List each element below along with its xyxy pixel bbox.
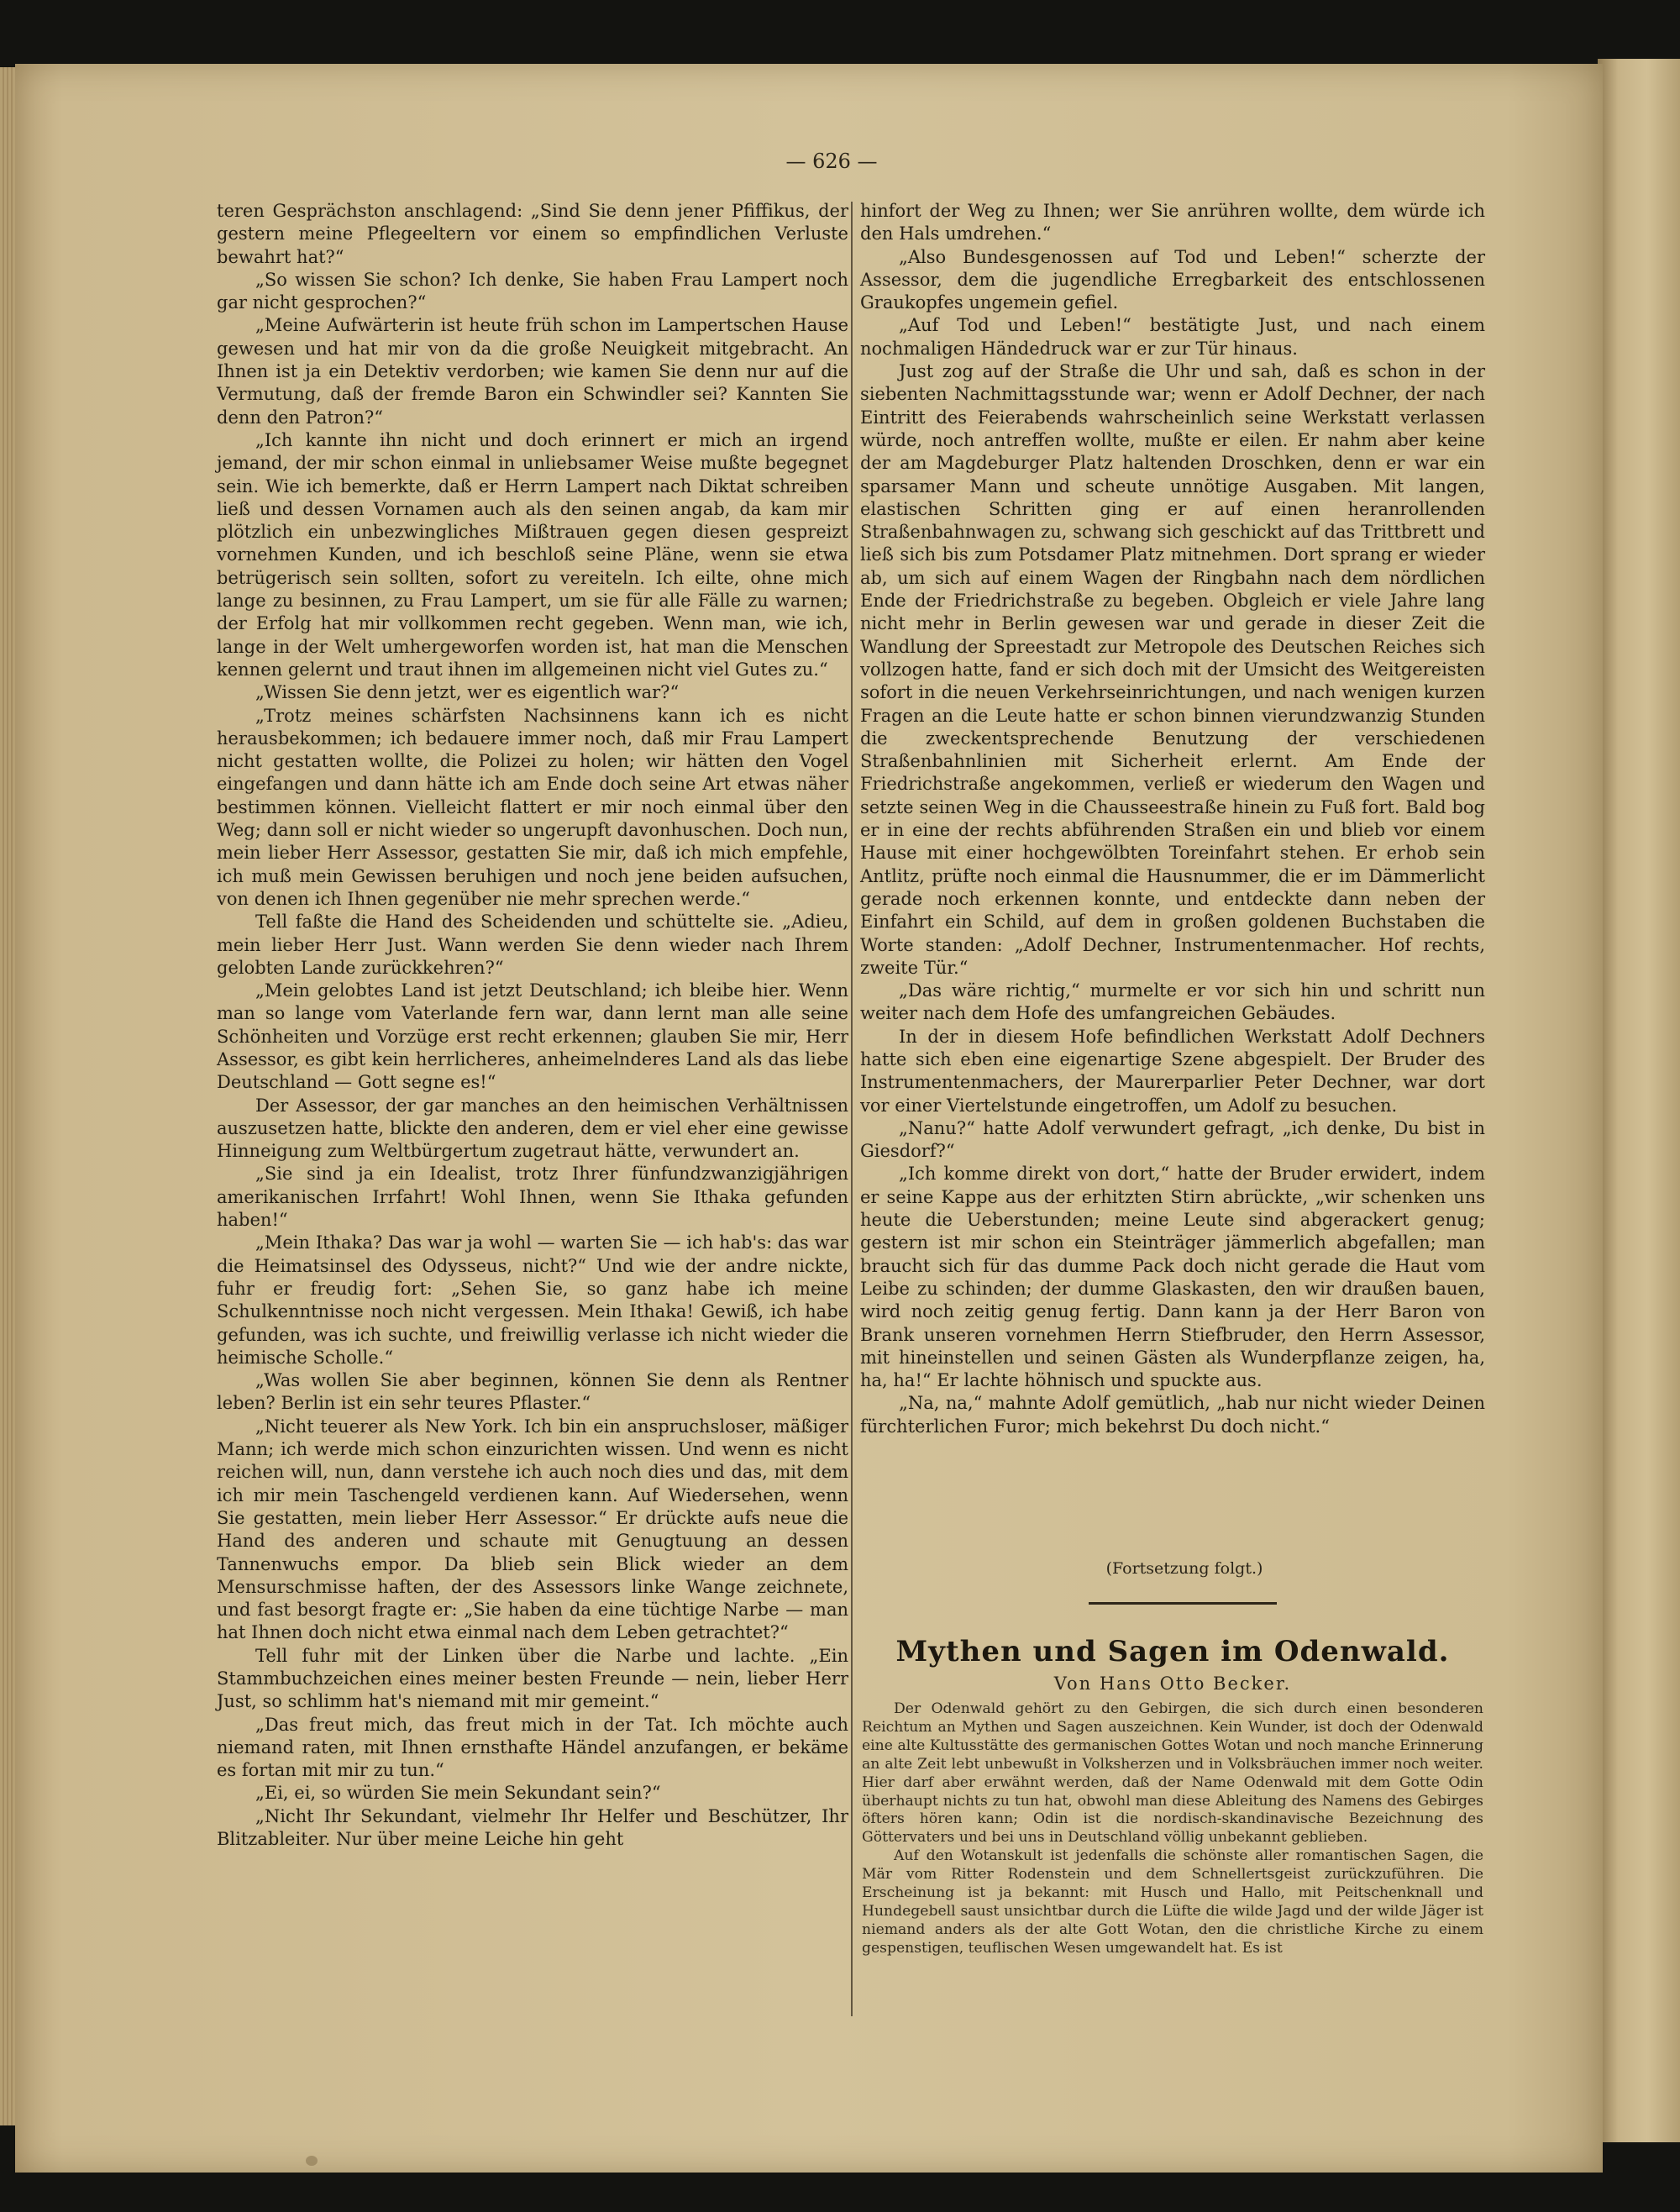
paragraph: „So wissen Sie schon? Ich denke, Sie haben Frau Lampert noch gar nicht gesprochen?“ <box>217 269 848 313</box>
paragraph: teren Gesprächston anschlagend: „Sind Sie denn jener Pfiffikus, der gestern meine Pflegeeltern vor einem so empfindlichen Verluste bewahrt hat?“ <box>217 201 848 267</box>
paragraph: „Das freut mich, das freut mich in der Tat. Ich möchte auch niemand raten, mit Ihnen ernsthafte Händel anzufangen, er bekäme es fortan mit mir zu tun.“ <box>217 1714 848 1781</box>
paragraph: hinfort der Weg zu Ihnen; wer Sie anrühren wollte, dem würde ich den Hals umdrehen.“ <box>860 201 1485 244</box>
paragraph: Tell faßte die Hand des Scheidenden und schüttelte sie. „Adieu, mein lieber Herr Just. Wann werden Sie denn wieder nach Ihrem gelobten Lande zurückkehren?“ <box>217 912 848 978</box>
article-body <box>862 1700 1483 1958</box>
paragraph: „Also Bundesgenossen auf Tod und Leben!“ scherzte der Assessor, dem die jugendliche Erregbarkeit des entschlossenen Graukopfes ungemein gefiel. <box>860 246 1485 313</box>
page-number: — 626 — <box>785 150 878 173</box>
book-page-stack-right <box>1598 59 1680 2142</box>
paper-stain <box>306 2156 318 2166</box>
article-paragraph: Auf den Wotanskult ist jedenfalls die schönste aller romantischen Sagen, die Mär vom Ritter Rodenstein und dem Schnellertsgeist zurückzuführen. Die Erscheinung ist ja bekannt: mit Husch und Hallo, mit Peitschenknall und Hundegebell saust unsichtbar durch die Lüfte die wilde Jagd und der wilde Jäger ist niemand anders als der alte Gott Wotan, den die christliche Kirche zu einem gespenstigen, teuflischen Wesen umgewandelt hat. Es ist <box>862 1847 1483 1957</box>
paragraph: „Ich kannte ihn nicht und doch erinnert er mich an irgend jemand, der mir schon einmal in unliebsamer Weise mußte begegnet sein. Wie ich bemerkte, daß er Herrn Lampert nach Diktat schreiben ließ und dessen Vornamen auch als den seinen angab, da kam mir plötzlich ein unbezwingliches Mißtrauen gegen diesen gespreizt vornehmen Kunden, und ich beschloß seine Pläne, wenn sie etwa betrügerisch sein sollten, sofort zu vereiteln. Ich eilte, ohne mich lange zu besinnen, zu Frau Lampert, um sie für alle Fälle zu warnen; der Erfolg hat mir vollkommen recht gegeben. Wenn man, wie ich, lange in der Welt umhergeworfen worden ist, hat man die Menschen kennen gelernt und traut ihnen im allgemeinen nicht viel Gutes zu.“ <box>217 429 848 680</box>
paragraph: „Ich komme direkt von dort,“ hatte der Bruder erwidert, indem er seine Kappe aus der erhitzten Stirn abrückte, „wir schenken uns heute die Ueberstunden; meine Leute sind abgerackert genug; gestern ist mir schon ein Steinträger jämmerlich abgefallen; man braucht sich für das dumme Pack doch nicht gerade die Haut vom Leibe zu schinden; der dumme Glaskasten, den wir draußen bauen, wird noch zeitig genug fertig. Dann kann ja der Herr Baron von Brank unseren vornehmen Herrn Stiefbruder, den Herrn Assessor, mit hineinstellen und seinen Gästen als Wunderpflanze zeigen, ha, ha, ha!“ Er lachte höhnisch und spuckte aus. <box>860 1164 1485 1391</box>
right-text-column <box>860 200 1485 1438</box>
left-text-column <box>217 200 848 1851</box>
paragraph: Der Assessor, der gar manches an den heimischen Verhältnissen auszusetzen hatte, blickte den anderen, dem er viel eher eine gewisse Hinneigung zum Weltbürgertum zugetraut hätte, verwundert an. <box>217 1095 848 1162</box>
article-title: Mythen und Sagen im Odenwald. <box>895 1635 1450 1668</box>
paragraph: „Nanu?“ hatte Adolf verwundert gefragt, „ich denke, Du bist in Giesdorf?“ <box>860 1117 1485 1162</box>
paragraph: „Sie sind ja ein Idealist, trotz Ihrer fünfundzwanzigjährigen amerikanischen Irrfahrt! Wohl Ihnen, wenn Sie Ithaka gefunden haben!“ <box>217 1164 848 1231</box>
paragraph: „Das wäre richtig,“ murmelte er vor sich hin und schritt nun weiter nach dem Hofe des umfangreichen Gebäudes. <box>860 980 1485 1024</box>
paragraph: „Trotz meines schärfsten Nachsinnens kann ich es nicht herausbekommen; ich bedauere immer noch, daß mir Frau Lampert nicht gestatten wollte, die Polizei zu holen; wir hätten den Vogel eingefangen und dann hätte ich am Ende doch seine Art etwas näher bestimmen können. Vielleicht flattert er mir noch einmal über den Weg; dann soll er nicht wieder so ungerupft davonhuschen. Doch nun, mein lieber Herr Assessor, gestatten Sie mir, daß ich mich empfehle, ich muß mein Gewissen beruhigen und noch jene beiden aufsuchen, von denen ich Ihnen gegenüber nie mehr sprechen werde.“ <box>217 705 848 909</box>
paragraph: Tell fuhr mit der Linken über die Narbe und lachte. „Ein Stammbuchzeichen eines meiner besten Freunde — nein, lieber Herr Just, so schlimm hat's niemand mit mir gemeint.“ <box>217 1645 848 1712</box>
article-separator <box>1089 1602 1277 1605</box>
paragraph: „Nicht teuerer als New York. Ich bin ein anspruchsloser, mäßiger Mann; ich werde mich schon einzurichten wissen. Und wenn es nicht reichen will, nun, dann verstehe ich auch noch dies und das, mit dem ich mir mein Taschengeld verdienen kann. Auf Wiedersehen, wenn Sie gestatten, mein lieber Herr Assessor.“ Er drückte aufs neue die Hand des anderen und schaute mit Genugtuung an dessen Tannenwuchs empor. Da blieb sein Blick wieder an dem Mensurschmisse haften, der des Assessors linke Wange zeichnete, und fast besorgt fragte er: „Sie haben da eine tüchtige Narbe — man hat Ihnen doch nicht etwa einmal nach dem Leben getrachtet?“ <box>217 1416 848 1643</box>
paragraph: „Mein gelobtes Land ist jetzt Deutschland; ich bleibe hier. Wenn man so lange vom Vaterlande fern war, dann lernt man alle seine Schönheiten und Vorzüge erst recht erkennen; glauben Sie mir, Herr Assessor, es gibt kein herrlicheres, anheimelnderes Land als das liebe Deutschland — Gott segne es!“ <box>217 980 848 1093</box>
paragraph: „Meine Aufwärterin ist heute früh schon im Lampertschen Hause gewesen und hat mir von da die große Neuigkeit mitgebracht. An Ihnen ist ja ein Detektiv verdorben; wie kamen Sie denn nur auf die Vermutung, daß der fremde Baron ein Schwindler sei? Kannten Sie denn den Patron?“ <box>217 315 848 428</box>
paragraph: „Auf Tod und Leben!“ bestätigte Just, und nach einem nochmaligen Händedruck war er zur Tür hinaus. <box>860 315 1485 359</box>
article-byline: Von Hans Otto Becker. <box>1053 1673 1292 1694</box>
paragraph: „Mein Ithaka? Das war ja wohl — warten Sie — ich hab's: das war die Heimatsinsel des Odysseus, nicht?“ Und wie der andre nickte, fuhr er freudig fort: „Sehen Sie, so ganz habe ich meine Schulkenntnisse noch nicht vergessen. Mein Ithaka! Gewiß, ich habe gefunden, was ich suchte, und freiwillig verlasse ich nicht wieder die heimische Scholle.“ <box>217 1232 848 1368</box>
column-divider <box>851 202 853 2016</box>
paragraph: „Na, na,“ mahnte Adolf gemütlich, „hab nur nicht wieder Deinen fürchterlichen Furor; mich bekehrst Du doch nicht.“ <box>860 1393 1485 1437</box>
article-paragraph: Der Odenwald gehört zu den Gebirgen, die sich durch einen besonderen Reichtum an Mythen und Sagen auszeichnen. Kein Wunder, ist doch der Odenwald eine alte Kultusstätte des germanischen Gottes Wotan und noch manche Erinnerung an alte Zeit lebt unbewußt in Volksherzen und in Volksbräuchen immer noch weiter. Hier darf aber erwähnt werden, daß der Name Odenwald mit dem Gotte Odin überhaupt nichts zu tun hat, obwohl man diese Ableitung des Namens des Gebirges öfters hören kann; Odin ist die nordisch-skandinavische Bezeichnung des Göttervaters und bei uns in Deutschland völlig unbekannt geblieben. <box>862 1700 1483 1847</box>
paragraph: „Was wollen Sie aber beginnen, können Sie denn als Rentner leben? Berlin ist ein sehr teures Pflaster.“ <box>217 1370 848 1414</box>
paragraph: In der in diesem Hofe befindlichen Werkstatt Adolf Dechners hatte sich eben eine eigenartige Szene abgespielt. Der Bruder des Instrumentenmachers, der Maurerparlier Peter Dechner, war dort vor einer Viertelstunde eingetroffen, um Adolf zu besuchen. <box>860 1026 1485 1116</box>
continuation-note: (Fortsetzung folgt.) <box>1105 1559 1263 1578</box>
paragraph: „Nicht Ihr Sekundant, vielmehr Ihr Helfer und Beschützer, Ihr Blitzableiter. Nur über meine Leiche hin geht <box>217 1805 848 1850</box>
paragraph: „Ei, ei, so würden Sie mein Sekundant sein?“ <box>255 1783 661 1804</box>
paragraph: Just zog auf der Straße die Uhr und sah, daß es schon in der siebenten Nachmittagsstunde war; wenn er Adolf Dechner, der nach Eintritt des Feierabends wahrscheinlich seine Werkstatt verlassen würde, noch antreffen wollte, mußte er eilen. Er nahm aber keine der am Magdeburger Platz haltenden Droschken, denn er war ein sparsamer Mann und scheute unnötige Ausgaben. Mit langen, elastischen Schritten ging er auf einen heranrollenden Straßenbahnwagen zu, schwang sich geschickt auf das Trittbrett und ließ sich bis zum Potsdamer Platz mitnehmen. Dort sprang er wieder ab, um sich auf einem Wagen der Ringbahn nach dem nördlichen Ende der Friedrichstraße zu begeben. Obgleich er viele Jahre lang nicht mehr in Berlin gewesen war und gerade in dieser Zeit die Wandlung der Spreestadt zur Metropole des Deutschen Reiches sich vollzogen hatte, fand er sich doch mit der Umsicht des Weitgereisten sofort in die neuen Verkehrseinrichtungen, und nach wenigen kurzen Fragen an die Leute hatte er schon binnen vierundzwanzig Stunden die zweckentsprechende Benutzung der verschiedenen Straßenbahnlinien mit Sicherheit erlernt. Am Ende der Friedrichstraße angekommen, verließ er wiederum den Wagen und setzte seinen Weg in die Chausseestraße hinein zu Fuß fort. Bald bog er in eine der rechts abführenden Straßen ein und blieb vor einem Hause mit einer hochgewölbten Toreinfahrt stehen. Er erhob sein Antlitz, prüfte noch einmal die Hausnummer, die er im Dämmerlicht gerade noch erkennen konnte, und entdeckte dann neben der Einfahrt ein Schild, auf dem in großen goldenen Buchstaben die Worte standen: „Adolf Dechner, Instrumentenmacher. Hof rechts, zweite Tür.“ <box>860 361 1485 978</box>
paragraph: „Wissen Sie denn jetzt, wer es eigentlich war?“ <box>255 682 680 703</box>
